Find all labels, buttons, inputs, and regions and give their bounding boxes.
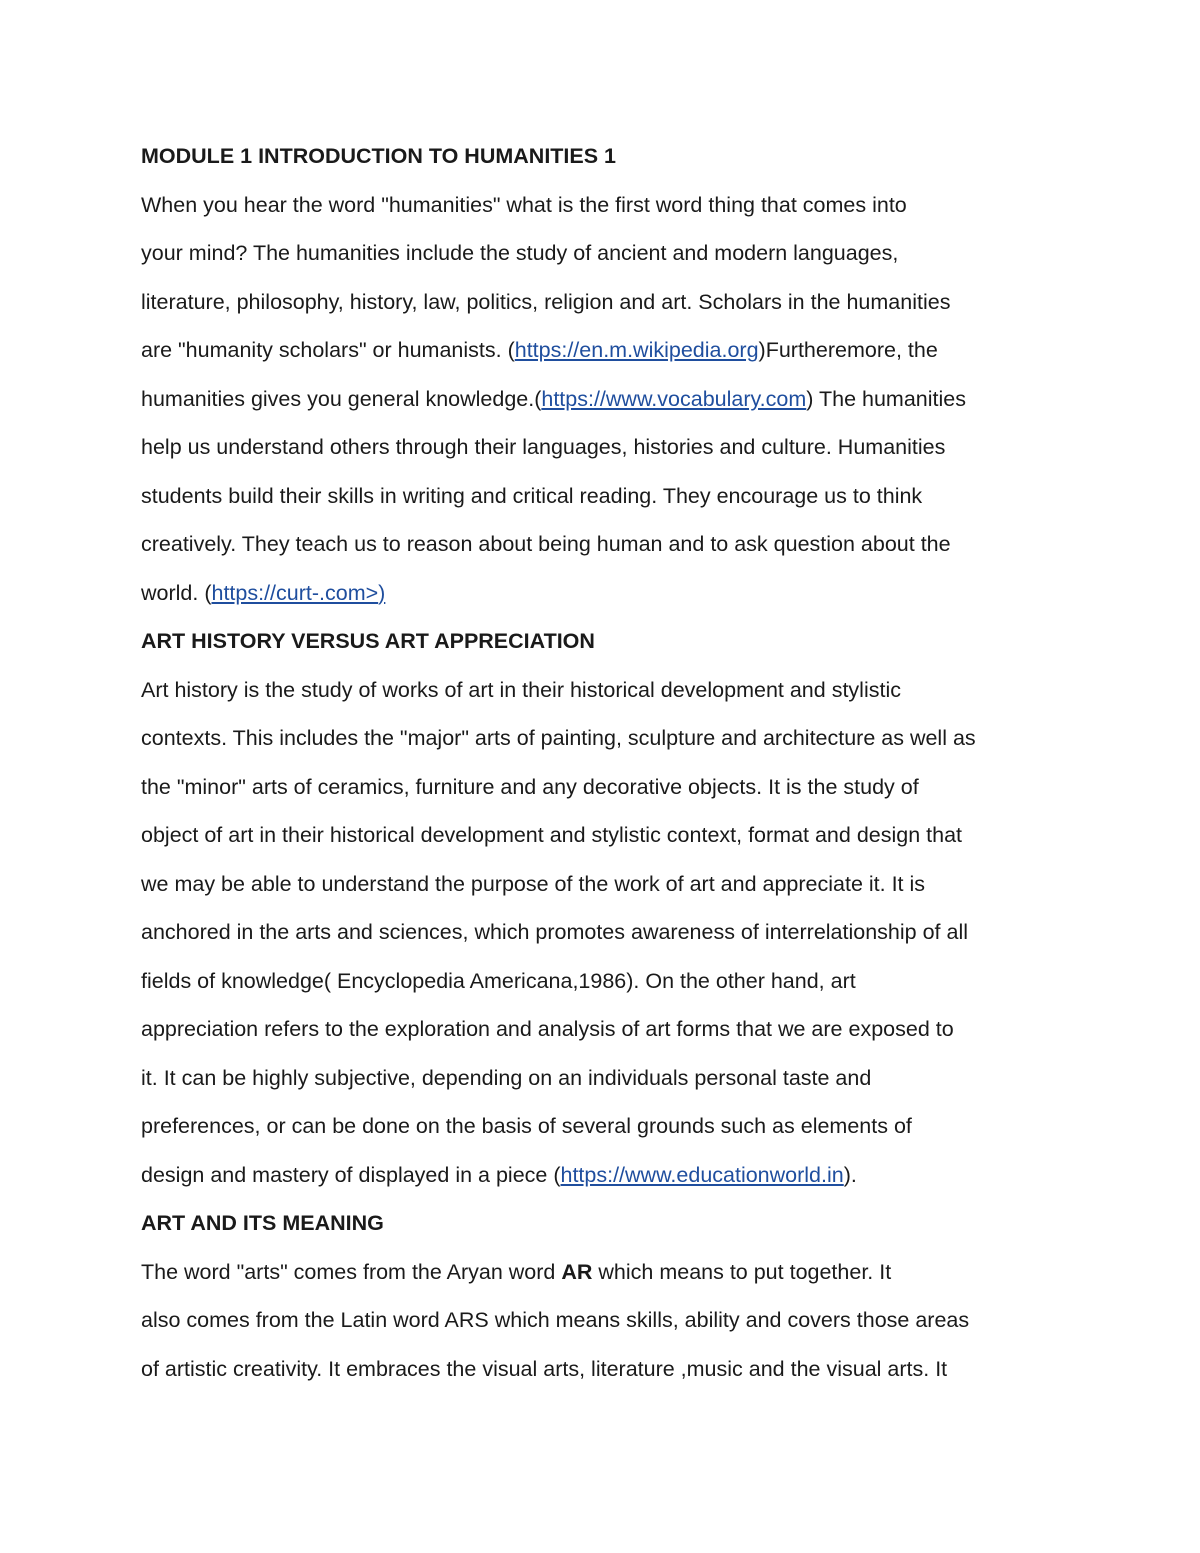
- paragraph-line: we may be able to understand the purpose of the work of art and appreciate it. It is: [141, 871, 926, 896]
- paragraph-line: object of art in their historical development and stylistic context, format and design that: [141, 823, 963, 847]
- intro-paragraph: [141, 181, 1071, 618]
- paragraph-line: of artistic creativity. It embraces the visual arts, literature ,music and the visual arts. It: [141, 1356, 948, 1381]
- text-span: ): [378, 580, 386, 605]
- vocabulary-link[interactable]: https://www.vocabulary.com: [541, 386, 807, 411]
- paragraph-line: [141, 569, 1071, 618]
- text-span: humanities gives you general knowledge.(: [141, 386, 542, 411]
- text-span: design and mastery of displayed in a piece (: [141, 1162, 561, 1187]
- paragraph-line: [141, 326, 1071, 375]
- text-span: ) The humanities: [806, 386, 966, 411]
- paragraph-line: [141, 1151, 1071, 1200]
- section-heading-art-history: ART HISTORY VERSUS ART APPRECIATION: [141, 629, 595, 653]
- paragraph-line: the "minor" arts of ceramics, furniture and any decorative objects. It is the study of: [141, 774, 919, 799]
- paragraph-line: fields of knowledge( Encyclopedia Americana,1986). On the other hand, art: [141, 968, 856, 993]
- paragraph-line: [141, 1248, 1071, 1297]
- paragraph-line: contexts. This includes the "major" arts of painting, sculpture and architecture as well as: [141, 726, 976, 750]
- paragraph-line: also comes from the Latin word ARS which means skills, ability and covers those areas: [141, 1308, 970, 1332]
- curt-link[interactable]: https://curt-.com>: [211, 580, 379, 605]
- paragraph-line: preferences, or can be done on the basis of several grounds such as elements of: [141, 1114, 912, 1138]
- bold-term-ar: AR: [561, 1259, 593, 1284]
- paragraph-line: students build their skills in writing and critical reading. They encourage us to think: [141, 483, 923, 508]
- paragraph-line: When you hear the word "humanities" what is the first word thing that comes into: [141, 192, 907, 217]
- text-span: The word "arts" comes from the Aryan word: [141, 1259, 562, 1284]
- text-span: ).: [843, 1162, 857, 1187]
- wikipedia-link[interactable]: https://en.m.wikipedia.org: [514, 338, 759, 362]
- text-span: are "humanity scholars" or humanists. (: [141, 338, 515, 362]
- paragraph-line: appreciation refers to the exploration and analysis of art forms that we are exposed to: [141, 1017, 954, 1041]
- text-span: which means to put together. It: [592, 1259, 892, 1284]
- document-page: [141, 132, 1071, 1393]
- art-meaning-paragraph: [141, 1248, 1071, 1394]
- paragraph-line: literature, philosophy, history, law, politics, religion and art. Scholars in the humanities: [141, 289, 951, 314]
- paragraph-line: it. It can be highly subjective, depending on an individuals personal taste and: [141, 1065, 872, 1090]
- educationworld-link[interactable]: https://www.educationworld.in: [560, 1162, 844, 1187]
- paragraph-line: anchored in the arts and sciences, which promotes awareness of interrelationship of all: [141, 920, 969, 944]
- paragraph-line: help us understand others through their languages, histories and culture. Humanities: [141, 435, 946, 459]
- module-title: MODULE 1 INTRODUCTION TO HUMANITIES 1: [141, 144, 617, 168]
- paragraph-line: your mind? The humanities include the study of ancient and modern languages,: [141, 241, 899, 265]
- paragraph-line: Art history is the study of works of art in their historical development and stylistic: [141, 677, 901, 702]
- text-span: world. (: [141, 580, 212, 605]
- section-heading-art-meaning: ART AND ITS MEANING: [141, 1211, 384, 1235]
- art-history-paragraph: [141, 666, 1071, 1200]
- text-span: )Furtheremore, the: [758, 338, 938, 362]
- paragraph-line: [141, 375, 1071, 424]
- paragraph-line: creatively. They teach us to reason about being human and to ask question about the: [141, 532, 951, 556]
